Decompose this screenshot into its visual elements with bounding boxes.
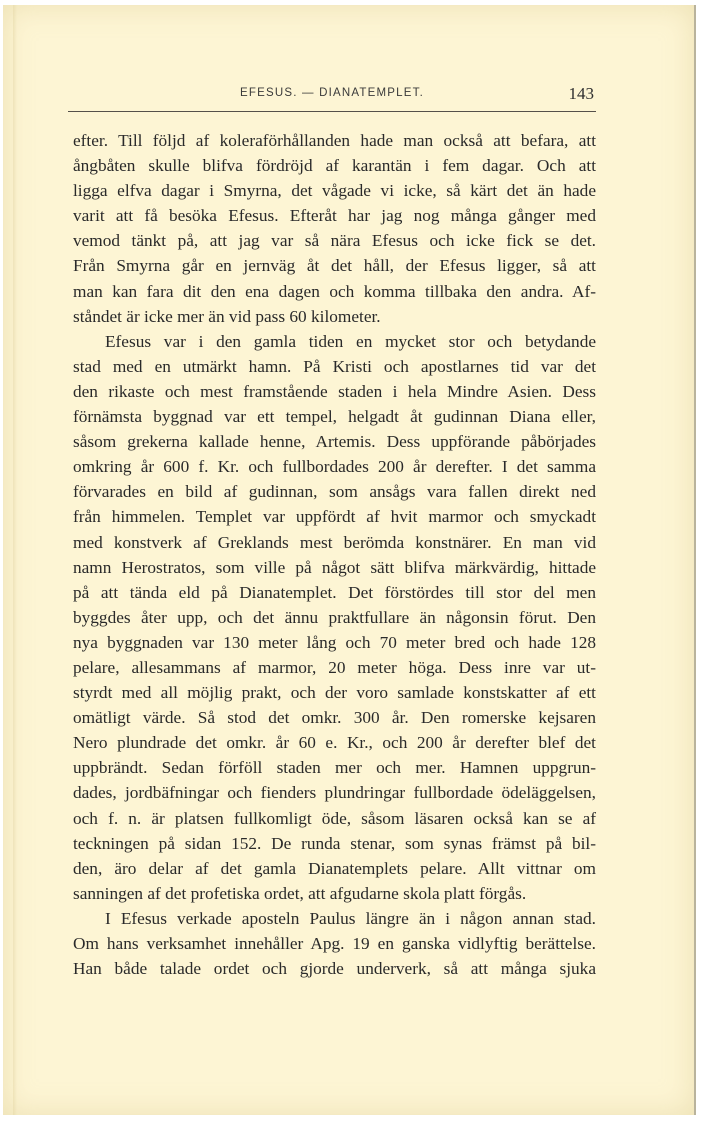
- running-head: EFESUS. — DIANATEMPLET.: [240, 87, 424, 99]
- text-line: den, äro delar af det gamla Dianatemplets pelare. Allt vittnar om: [73, 858, 596, 878]
- text-line: ångbåten skulle blifva fördröjd af karantän i fem dagar. Och att: [73, 156, 596, 176]
- text-line: omkring år 600 f. Kr. och fullbordades 200 år derefter. I det samma: [73, 457, 596, 477]
- text-line: uppbrändt. Sedan förföll staden mer och mer. Hamnen uppgrun-: [73, 758, 596, 778]
- text-line: från himmelen. Templet var uppfördt af hvit marmor och smyckadt: [73, 507, 596, 527]
- text-line: teckningen på sidan 152. De runda stenar, som synas främst på bil-: [73, 833, 596, 853]
- text-line: såsom grekerna kallade henne, Artemis. Dess uppförande påbörjades: [73, 432, 596, 452]
- text-line: styrdt med all möjlig prakt, och der voro samlade konstskatter af ett: [73, 683, 596, 703]
- text-line: Efesus var i den gamla tiden en mycket stor och betydande: [105, 331, 596, 351]
- text-line: Nero plundrade det omkr. år 60 e. Kr., och 200 år derefter blef det: [73, 733, 596, 753]
- text-line: efter. Till följd af koleraförhållanden hade man också att befara, att: [73, 131, 596, 150]
- text-line: stad med en utmärkt hamn. På Kristi och apostlarnes tid var det: [73, 356, 596, 376]
- body-text: [73, 128, 596, 981]
- text-line: pelare, allesammans af marmor, 20 meter höga. Dess inre var ut-: [73, 657, 596, 677]
- text-line: omätligt värde. Så stod det omkr. 300 år. Den romerske kejsaren: [73, 708, 596, 728]
- text-line: Från Smyrna går en jernväg åt det håll, der Efesus ligger, så att: [73, 256, 596, 276]
- text-line: ståndet är icke mer än vid pass 60 kilometer.: [73, 306, 381, 326]
- text-line: vemod tänkt på, att jag var så nära Efesus och icke fick se det.: [73, 231, 596, 251]
- text-line: med konstverk af Greklands mest berömda konstnärer. En man vid: [73, 532, 596, 552]
- text-line: ligga elfva dagar i Smyrna, det vågade vi icke, så kärt det än hade: [73, 181, 596, 201]
- text-line: nya byggnaden var 130 meter lång och 70 meter bred och hade 128: [73, 632, 596, 652]
- text-line: och f. n. är platsen fullkomligt öde, såsom läsaren också kan se af: [73, 808, 596, 828]
- text-line: varit att få besöka Efesus. Efteråt har jag nog många gånger med: [73, 206, 596, 226]
- text-line: man kan fara dit den ena dagen och komma tillbaka den andra. Af-: [73, 281, 596, 301]
- text-line: Om hans verksamhet innehåller Apg. 19 en ganska vidlyftig berättelse.: [73, 934, 596, 953]
- text-line: I Efesus verkade aposteln Paulus längre än i någon annan stad.: [105, 908, 596, 928]
- text-line: byggdes åter upp, och det ännu praktfullare än någonsin förut. Den: [73, 607, 596, 627]
- text-line: förnämsta byggnad var ett tempel, helgadt åt gudinnan Diana eller,: [73, 407, 596, 427]
- text-line: namn Herostratos, som ville på något sätt blifva märkvärdig, hittade: [73, 557, 596, 577]
- text-line: den rikaste och mest framstående staden i hela Mindre Asien. Dess: [73, 381, 596, 401]
- text-line: sanningen af det profetiska ordet, att afgudarne skola platt förgås.: [73, 883, 527, 903]
- text-line: förvarades en bild af gudinnan, som ansågs vara fallen direkt ned: [73, 482, 596, 502]
- page-number: 143: [568, 84, 594, 103]
- text-line: Han både talade ordet och gjorde underverk, så att många sjuka: [73, 959, 596, 979]
- text-line: på att tända eld på Dianatemplet. Det förstördes till stor del men: [73, 582, 596, 602]
- page-header: [68, 84, 596, 112]
- text-line: dades, jordbäfningar och fienders plundringar fullbordade ödeläggelsen,: [73, 783, 596, 803]
